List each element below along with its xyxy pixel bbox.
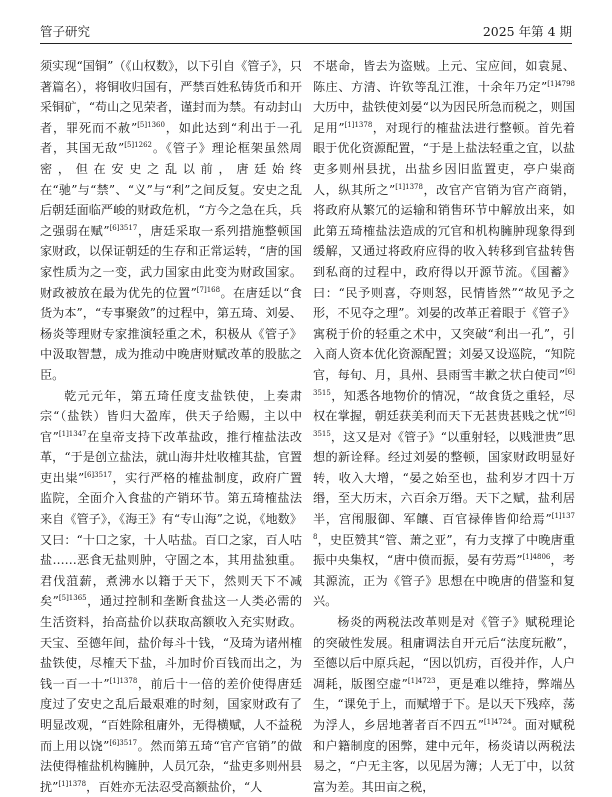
body-paragraph [313,56,575,612]
body-paragraph [40,386,302,797]
citation-marker: [1]1378 [110,677,138,685]
paragraph-text: ，对现行的榷盐法进行整顿。首先着眼于优化资源配置，“于是上盐法轻重之宜，以盐吏多则州县扰，出盐乡因旧监置吏，亭户粜商人，纵其所之” [313,121,575,197]
paragraph-text: 。《管子》理论框架虽然周密，但在安史之乱以前，唐廷始终在“驰”与“禁”、“义”与“利”之间反复。安史之乱后朝廷面临严峻的财政危机，“方今之急在兵，兵之强弱在赋” [40,141,302,237]
paragraph-text: ，前后十一倍的差价使得唐廷度过了安史之乱后最艰难的时刻，国家财政有了明显改观，“百姓除租庸外，无得横赋，人不益税而上用以饶” [40,677,302,753]
paragraph-text: ，知悉各地物价的情况，“故食货之重轻，尽权在掌握，朝廷获美利而天下无甚贵甚贱之忧” [313,389,575,424]
citation-marker: [6]3515 [313,368,575,397]
citation-marker: [6]3517 [110,224,138,232]
paragraph-text: 在皇帝支持下改革盐政，推行榷盐法改革，“于是创立盐法，就山海井灶收榷其盐，官置吏出粜” [40,430,302,485]
paragraph-text: 须实现“国铜”（《山权数》，以下引自《管子》，只著篇名），将铜收归国有，严禁百姓私铸货币和开采铜矿，“苟山之见荣者，谨封而为禁。有动封山者，罪死而不赦” [40,59,302,135]
citation-marker: [5]1262 [124,141,152,149]
paragraph-text: ，考其源流，正为《管子》思想在中晚唐的借鉴和复兴。 [313,553,575,608]
header-divider [40,43,572,44]
left-column [40,56,302,797]
paragraph-text: ，如此达到“利出于一孔者，其国无敌” [40,121,302,156]
citation-marker: [6]3515 [313,409,575,438]
paragraph-text: ，通过控制和垄断食盐这一人类必需的生活资料，抬高盐价以获取高额收入充实财政。天宝、至德年间，盐价每斗十钱，“及琦为诸州榷盐铁使，尽榷天下盐，斗加时价百钱而出之，为钱一百一十” [40,594,302,690]
paragraph-text: ，实行严格的榷盐制度，政府广置监院，全面介入食盐的产销环节。第五琦榷盐法来自《管子》，《海王》有“专山海”之说，《地数》又曰：“十口之家，十人咕盐。百口之家，百人咕盐……恶食无盐则肿，守圄之本，其用盐独重。君伐菹薪，煮沸水以籍于天下，然则天下不减矣” [40,471,302,609]
paragraph-text: 。面对赋税和户籍制度的困弊，建中元年，杨炎请以两税法易之，“户无主客，以见居为簿；人无丁中，以贫富为差。其田亩之税， [313,718,575,794]
citation-marker: [6]3517 [84,471,112,479]
paragraph-text: ，百姓亦无法忍受高额盐价，“人 [86,780,262,794]
paragraph-text: 大历中，盐铁使刘晏“以为因民所急而税之，则国足用” [313,100,575,135]
paragraph-text: 。在唐廷以“食货为本”，“专事聚敛”的过程中，第五琦、刘晏、杨炎等理财专家推演轻重之术，积极从《管子》中汲取智慧，成为推动中晚唐财赋改革的股肱之臣。 [40,286,302,382]
paragraph-text: ，唐廷采取一系列措施整顿国家财政，以保证朝廷的生存和正常运转，“唐的国家性质为之一变，武力国家由此变为财政国家。财政被放在最为优先的位置” [40,224,302,300]
issue-label: 2025 年第 4 期 [483,22,572,42]
citation-marker: [7]168 [197,285,220,293]
citation-marker: [5]1365 [59,594,87,602]
citation-marker: [6]3517 [109,739,137,747]
page-header [40,22,572,42]
citation-marker: [1]1378 [345,121,373,129]
citation-marker: [1]1378 [313,512,575,541]
citation-marker: [1]4723 [408,677,436,685]
paragraph-text: 不堪命，皆去为盗贼。上元、宝应间，如袁晁、陈庄、方清、许钦等乱江淮，十余年乃定” [313,59,575,94]
citation-marker: [1]1347 [59,430,87,438]
citation-marker: [1]4724 [484,718,512,726]
paragraph-text: ，这又是对《管子》“以重射轻，以贱泄贵”思想的新诠释。经过刘晏的整顿，国家财政明显好转，收入大增，“晏之始至也，盐利岁才四十万缗，至大历末，六百余万缗。天下之赋，盐利居半，宫闱服御、军饟、百官禄俸皆仰给焉” [313,430,575,526]
paragraph-text: ，史臣赞其“管、萧之亚”，有力支撑了中晚唐重振中央集权，“唐中偾而振，晏有劳焉” [313,533,575,568]
citation-marker: [1]1378 [58,780,86,788]
body-paragraph [40,56,302,386]
citation-marker: [1]4806 [523,553,551,561]
journal-title: 管子研究 [40,22,90,42]
body-paragraph [313,612,575,797]
paragraph-text: ，改官产官销为官产商销，将政府从繁冗的运输和销售环节中解放出来，如此第五琦榷盐法造成的冗官和机构臃肿现象得到缓解，又通过将政府应得的收入转移到官盐转售到私商的过程中，政府得以开源节流。《国蓄》曰：“民予则喜，夺则怒，民情皆然”“故见予之形，不见夺之理”。刘晏的改革正着眼于《管子》寓税于价的轻重之术中，又突破“利出一孔”，引入商人资本优化资源配置；刘晏又设巡院，“知院官，每旬、月，具州、县雨雪丰歉之状白使司” [313,183,575,382]
paragraph-text: 乾元元年，第五琦任度支盐铁使，上奏肃宗“（盐铁）皆归大盈库，供天子给赐，主以中官” [40,389,302,444]
citation-marker: [1]1378 [395,183,423,191]
paragraph-text: ，更是难以维持，弊端丛生，“课免于上，而赋增于下。是以天下残瘁，荡为浮人，乡居地著者百不四五” [313,677,575,732]
right-column [313,56,575,797]
citation-marker: [5]1360 [137,121,165,129]
paragraph-text: 。然而第五琦“官产官销”的做法使得榷盐机构臃肿，人员冗杂，“盐吏多则州县扰” [40,739,302,794]
citation-marker: [1]4798 [547,80,575,88]
paragraph-text: 杨炎的两税法改革则是对《管子》赋税理论的突破性发展。租庸调法自开元后“法度玩敝”，至德以后中原兵起，“因以饥疠，百役并作，人户凋耗，版图空虚” [313,615,575,691]
